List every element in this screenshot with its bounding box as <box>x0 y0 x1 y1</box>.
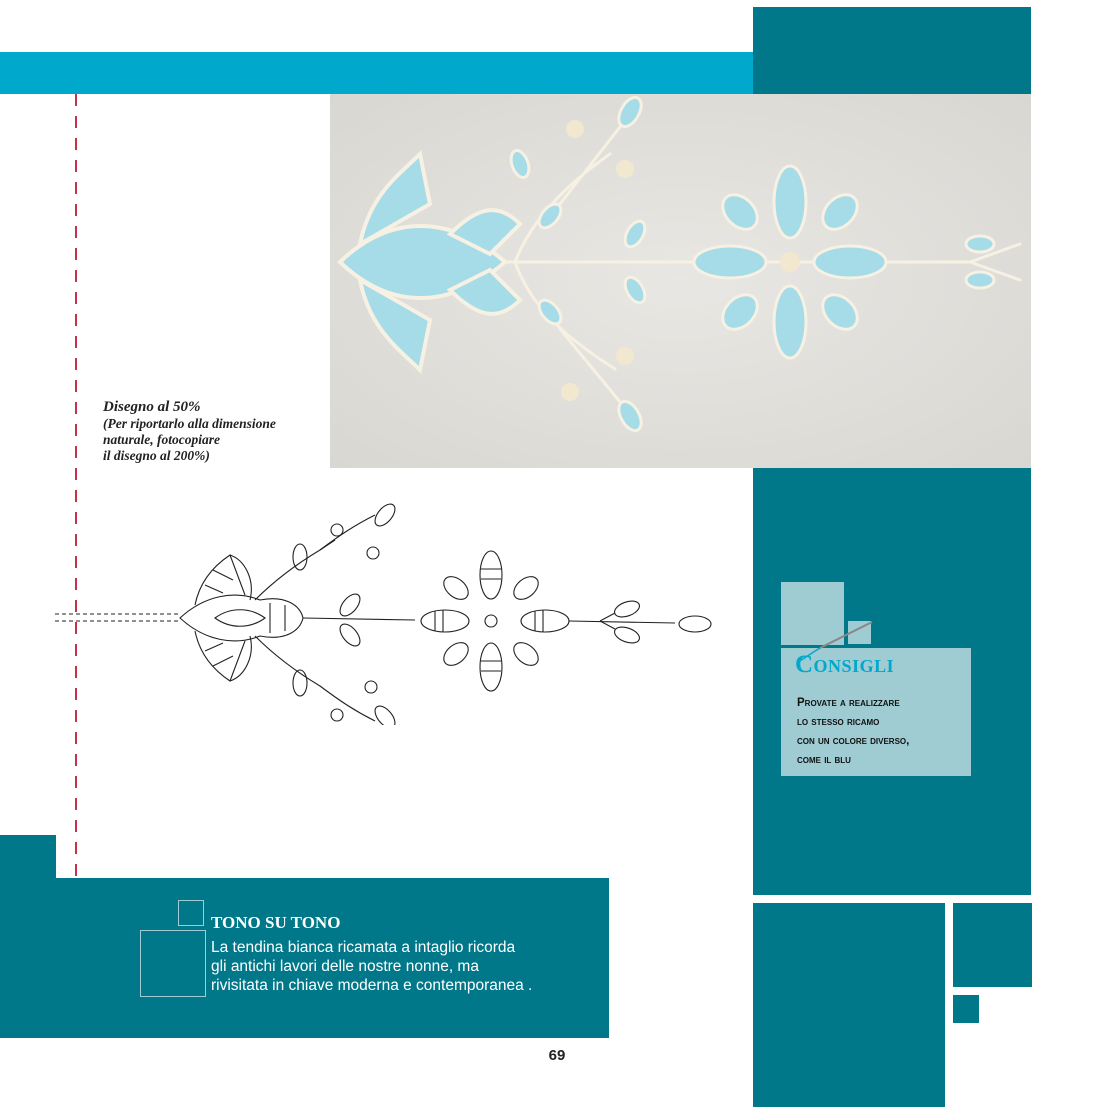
feature-line-3: rivisitata in chiave moderna e contemporanea . <box>211 977 533 994</box>
feature-text <box>211 938 571 995</box>
bottom-right-block-small <box>953 995 979 1023</box>
pattern-caption <box>103 398 333 464</box>
top-right-block <box>753 7 1031 94</box>
consigli-line-4: come il blu <box>797 754 851 766</box>
consigli-line-1: Provate a realizzare <box>797 697 900 709</box>
page-number: 69 <box>548 1047 566 1064</box>
caption-title: Disegno al 50% <box>103 399 201 415</box>
caption-note-line-1: (Per riportarlo alla dimensione <box>103 416 276 431</box>
embroidery-pattern-drawing <box>55 495 720 725</box>
bottom-right-block-large <box>753 903 945 1107</box>
consigli-text <box>797 694 972 770</box>
consigli-line-3: con un colore diverso, <box>797 735 910 747</box>
cut-line <box>70 94 82 884</box>
caption-note-line-2: naturale, fotocopiare <box>103 432 220 447</box>
feature-line-1: La tendina bianca ricamata a intaglio ricorda <box>211 939 516 956</box>
embroidery-photo <box>330 94 1031 468</box>
feature-title: TONO SU TONO <box>211 913 341 932</box>
feature-square-small <box>178 900 204 926</box>
feature-square-large <box>140 930 206 997</box>
header-bar <box>0 52 753 94</box>
feature-line-2: gli antichi lavori delle nostre nonne, ma <box>211 958 479 975</box>
caption-note-line-3: il disegno al 200%) <box>103 448 210 463</box>
bottom-right-block-medium <box>953 903 1032 987</box>
consigli-line-2: lo stesso ricamo <box>797 716 880 728</box>
consigli-title: Consigli <box>795 651 895 678</box>
